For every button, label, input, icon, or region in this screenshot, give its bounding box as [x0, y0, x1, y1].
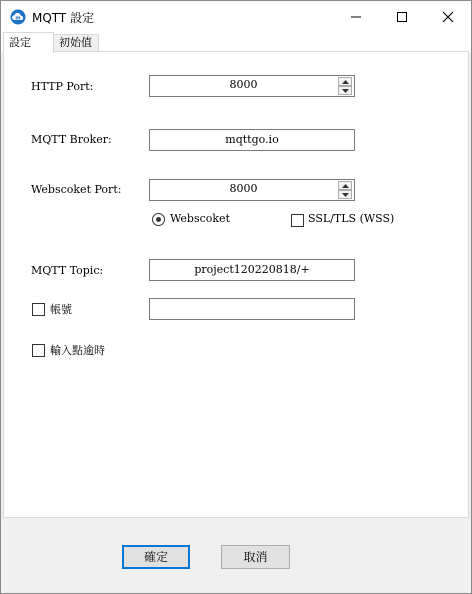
title-bar	[1, 1, 471, 32]
websocket-radio[interactable]	[152, 213, 165, 226]
account-checkbox[interactable]	[32, 303, 45, 316]
cancel-button[interactable]: 取消	[221, 545, 290, 569]
mqtt-topic-label: MQTT Topic:	[31, 264, 104, 277]
arrow-up-icon	[342, 80, 349, 84]
http-port-value: 8000	[229, 78, 258, 91]
radio-selected-dot	[156, 217, 161, 222]
websocket-port-up-button[interactable]	[338, 181, 352, 190]
mqtt-broker-label: MQTT Broker:	[31, 133, 112, 146]
arrow-down-icon	[342, 193, 349, 197]
window-title: MQTT 設定	[32, 11, 95, 25]
http-port-down-button[interactable]	[338, 86, 352, 95]
ssl-tls-label: SSL/TLS (WSS)	[308, 212, 395, 225]
tab-strip	[1, 32, 471, 52]
tab-initial-values[interactable]: 初始值	[53, 34, 99, 52]
timeout-checkbox[interactable]	[32, 344, 45, 357]
websocket-port-stepper[interactable]	[149, 179, 355, 201]
account-label: 帳號	[50, 303, 72, 316]
close-button[interactable]	[425, 1, 471, 32]
close-icon	[442, 11, 454, 23]
mqtt-topic-input[interactable]: project120220818/+	[149, 259, 355, 281]
settings-panel	[3, 51, 469, 518]
ssl-tls-checkbox[interactable]	[291, 214, 304, 227]
maximize-button[interactable]	[379, 1, 425, 32]
http-port-label: HTTP Port:	[31, 80, 94, 93]
websocket-port-down-button[interactable]	[338, 190, 352, 199]
arrow-up-icon	[342, 184, 349, 188]
websocket-port-label: Webscoket Port:	[31, 183, 122, 196]
ok-button[interactable]: 確定	[122, 545, 190, 569]
timeout-label: 輸入點逾時	[50, 344, 105, 357]
account-input[interactable]	[149, 298, 355, 320]
websocket-port-value: 8000	[229, 182, 258, 195]
minimize-button[interactable]	[333, 1, 379, 32]
app-cloud-icon	[10, 9, 26, 25]
tab-settings[interactable]: 設定	[3, 32, 54, 53]
minimize-icon	[350, 11, 362, 23]
websocket-radio-label: Webscoket	[170, 212, 230, 225]
mqtt-broker-input[interactable]: mqttgo.io	[149, 129, 355, 151]
maximize-icon	[396, 11, 408, 23]
svg-text:m: m	[15, 15, 21, 22]
http-port-stepper[interactable]	[149, 75, 355, 97]
arrow-down-icon	[342, 89, 349, 93]
http-port-up-button[interactable]	[338, 77, 352, 86]
